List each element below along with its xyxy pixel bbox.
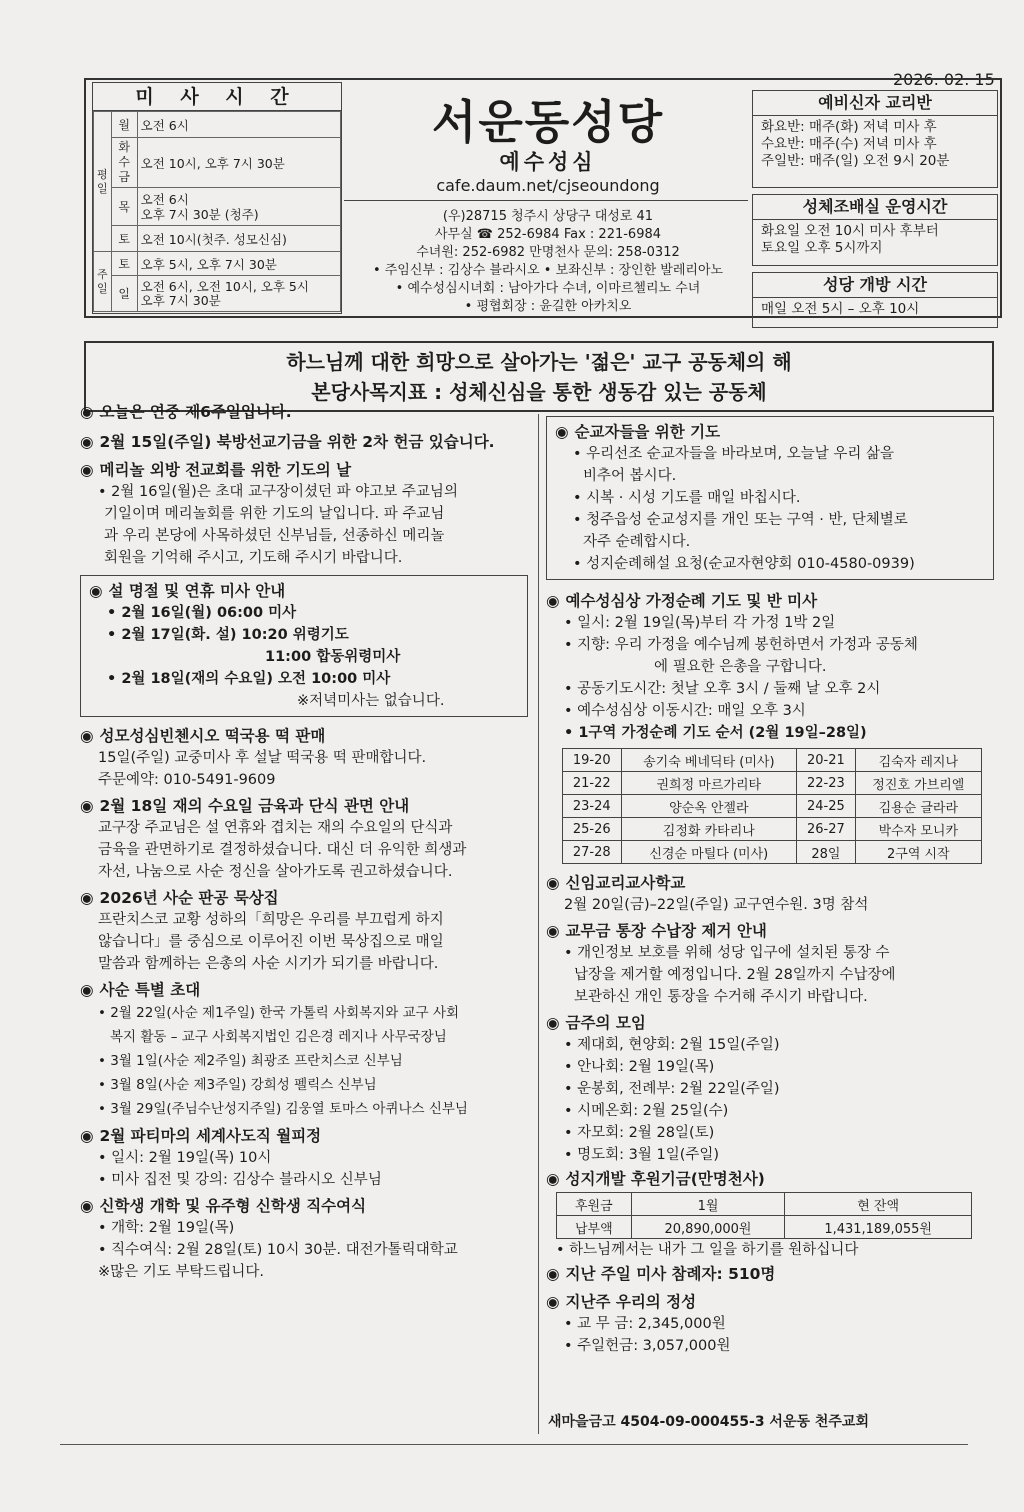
bullet-icon: ◉ <box>546 592 560 610</box>
church-subtitle: 예수성심 <box>499 150 597 174</box>
bullet-icon: ◉ <box>546 1265 560 1283</box>
mass-times-title: 미 사 시 간 <box>93 83 341 111</box>
bullet-icon: ◉ <box>546 1293 560 1311</box>
bullet-icon: ◉ <box>89 582 103 600</box>
bullet-icon: ◉ <box>80 797 94 815</box>
notice-body: 프란치스코 교황 성하의「희망은 우리를 부끄럽게 하지 않습니다」를 중심으로 이루어진 이번 묵상집으로 매일 말씀과 함께하는 은총의 사순 시기가 되기를 바랍니다. <box>98 912 444 972</box>
notice-heading: ◉ 2월 18일 재의 수요일 금육과 단식 관면 안내 <box>80 797 410 815</box>
martyrs-box <box>546 416 994 580</box>
fund-note: • 하느님께서는 내가 그 일을 하기를 원하십니다 <box>556 1242 859 1258</box>
table-row: 후원금 1월 현 잔액 <box>557 1193 972 1216</box>
bullet-icon: ◉ <box>80 433 94 451</box>
bullet-icon: ◉ <box>546 922 560 940</box>
notice-heading: ◉ 2026년 사순 판공 묵상집 <box>80 889 279 907</box>
notice-body: • 개학: 2월 19일(목) • 직수여식: 2월 28일(토) 10시 30분. 대전가톨릭대학교 ※많은 기도 부탁드립니다. <box>98 1220 458 1280</box>
notice-heading: ◉ 신학생 개학 및 유주형 신학생 직수여식 <box>80 1197 367 1215</box>
opening-box <box>752 272 998 328</box>
notice-heading: ◉ 성지개발 후원기금(만명천사) <box>546 1170 765 1188</box>
notice-heading: ◉ 사순 특별 초대 <box>80 981 201 999</box>
mass-day: 목 <box>111 188 137 226</box>
notice-heading: ◉ 금주의 모임 <box>546 1014 646 1032</box>
notice-heading: ◉ 성모성심빈첸시오 떡국용 떡 판매 <box>80 727 326 745</box>
catechumen-line: 주일반: 매주(일) 오전 9시 20분 <box>761 153 950 169</box>
adoration-box <box>752 194 998 266</box>
notice-body: • 일시: 2월 19일(목) 10시 • 미사 집전 및 강의: 김상수 블라시오 신부님 <box>98 1150 382 1188</box>
bullet-icon: ◉ <box>80 403 94 421</box>
fund-table <box>556 1192 972 1239</box>
notice-heading: ◉ 예수성심상 가정순례 기도 및 반 미사 <box>546 592 818 610</box>
mass-day: 토 <box>111 252 137 276</box>
adoration-line: 토요일 오후 5시까지 <box>761 240 883 256</box>
divider <box>344 200 748 201</box>
left-column <box>80 401 532 1283</box>
table-row: 25-26 김정화 카타리나 26-27 박수자 모니카 <box>563 818 982 841</box>
notice-body: • 2월 16일(월) 06:00 미사 • 2월 17일(화. 설) 10:20 위령기도 11:00 합동위령미사 • 2월 18일(재의 수요일) 오전 10:00 미사 ※저녁미사는 없습니다. <box>107 605 445 709</box>
mass-time: 오전 6시 오후 7시 30분 (청주) <box>137 188 340 226</box>
attendance: ◉ 지난 주일 미사 참례자: 510명 <box>546 1265 776 1283</box>
council-president: • 평협회장 : 윤길한 아카치오 <box>464 299 632 314</box>
notice-body: • 2월 16일(월)은 초대 교구장이셨던 파 야고보 주교님의 기일이며 메리놀회를 위한 기도의 날입니다. 파 주교님 과 우리 본당에 사목하셨던 신부님들, 선종하신 메리놀 회원을 기억해 주시고, 기도해 주시기 바랍니다. <box>98 484 458 566</box>
bullet-icon: ◉ <box>546 874 560 892</box>
notice-heading: ◉ 2월 파티마의 세계사도직 월피정 <box>80 1127 322 1145</box>
bullet-icon: ◉ <box>546 1170 560 1188</box>
mass-time: 오전 10시(첫주. 성모신심) <box>137 226 340 252</box>
bullet-icon: ◉ <box>80 1197 94 1215</box>
notice-body: • 교 무 금: 2,345,000원 • 주일헌금: 3,057,000원 <box>564 1316 731 1354</box>
priests: • 주임신부 : 김상수 블라시오 • 보좌신부 : 장인한 발레리아노 <box>372 263 724 278</box>
church-info <box>350 208 746 316</box>
notice-heading: ◉ 순교자들을 위한 기도 <box>555 423 721 441</box>
bullet-icon: ◉ <box>80 981 94 999</box>
mass-time: 오전 6시, 오전 10시, 오후 5시 오후 7시 30분 <box>137 276 340 312</box>
right-column <box>546 416 994 1357</box>
notice-body: • 개인정보 보호를 위해 성당 입구에 설치된 통장 수 납장을 제거할 예정입니다. 2월 28일까지 수납장에 보관하신 개인 통장을 수거해 주시기 바랍니다. <box>564 945 896 1005</box>
table-row: 27-28 신경순 마틸다 (미사) 28일 2구역 시작 <box>563 841 982 864</box>
notice-heading: ◉ 메리놀 외방 전교회를 위한 기도의 날 <box>80 461 352 479</box>
bullet-icon: ◉ <box>555 423 569 441</box>
notice-heading: ◉ 신임교리교사학교 <box>546 874 686 892</box>
notice-body: 2월 20일(금)–22일(주일) 교구연수원. 3명 참석 <box>564 897 869 913</box>
mass-times-box <box>92 82 342 314</box>
mass-times-table <box>93 111 341 312</box>
notice-body: • 제대회, 현양회: 2월 15일(주일) • 안나회: 2월 19일(목) • 운봉회, 전례부: 2월 22일(주일) • 시메온회: 2월 25일(수) • 자모회: 2월 28일(토) • 명도회: 3월 1일(주일) <box>564 1037 780 1163</box>
bullet-icon: ◉ <box>546 1014 560 1032</box>
weekday-label: 평일 <box>94 112 112 252</box>
office-phone: 사무실 ☎ 252-6984 Fax : 221-6984 <box>434 227 662 242</box>
mass-time: 오후 5시, 오후 7시 30분 <box>137 252 340 276</box>
mass-day: 일 <box>111 276 137 312</box>
notice-body: 15일(주일) 교중미사 후 설날 떡국용 떡 판매합니다. 주문예약: 010-5491-9609 <box>98 750 427 788</box>
footer-rule <box>60 1444 968 1445</box>
bullet-icon: ◉ <box>80 727 94 745</box>
notice-heading: ◉ 지난주 우리의 정성 <box>546 1293 697 1311</box>
mass-day: 토 <box>111 226 137 252</box>
convent-phone: 수녀원: 252-6982 만명천사 문의: 258-0312 <box>416 245 680 260</box>
notice-body: • 일시: 2월 19일(목)부터 각 가정 1박 2일 • 지향: 우리 가정을 예수님께 봉헌하면서 가정과 공동체 에 필요한 은총을 구합니다. • 공동기도시간: 첫날 오후 3시 / 둘째 날 오후 2시 • 예수성심상 이동시간: 매일 오후 3시 • 1구역 가정순례 기도 순서 (2월 19일–28일) <box>564 615 918 741</box>
bulletin-date: 2026. 02. 15 <box>893 70 995 89</box>
notice-body: 교구장 주교님은 설 연휴와 겹치는 재의 수요일의 단식과 금육을 관면하기로 결정하셨습니다. 대신 더 유익한 희생과 자선, 나눔으로 사순 정신을 살아가도록 권고하셨습니다. <box>98 820 467 880</box>
cafe-link[interactable]: cafe.daum.net/cjseoundong <box>436 176 660 195</box>
notice-heading: ◉ 교무금 통장 수납장 제거 안내 <box>546 922 767 940</box>
table-row: 납부액 20,890,000원 1,431,189,055원 <box>557 1216 972 1239</box>
table-row: 21-22 권희정 마르가리타 22-23 정진호 가브리엘 <box>563 772 982 795</box>
notice-body: • 우리선조 순교자들을 바라보며, 오늘날 우리 삶을 비추어 봅시다. • 시복 · 시성 기도를 매일 바칩시다. • 청주읍성 순교성지를 개인 또는 구역 · 반, 단체별로 자주 순례합시다. • 성지순례해설 요청(순교자현양회 010-4580-0939) <box>573 446 915 572</box>
mass-day: 월 <box>111 112 137 138</box>
banner-line: 하느님께 대한 희망으로 살아가는 '젊은' 교구 공동체의 해 <box>286 350 792 374</box>
opening-line: 매일 오전 5시 – 오후 10시 <box>761 301 920 317</box>
bullet-icon: ◉ <box>80 461 94 479</box>
catechumen-line: 화요반: 매주(화) 저녁 미사 후 <box>761 119 937 135</box>
address: (우)28715 청주시 상당구 대성로 41 <box>442 209 654 224</box>
mass-time: 오전 6시 <box>137 112 340 138</box>
column-divider <box>538 414 539 1434</box>
catechumen-box <box>752 90 998 188</box>
notice-heading: ◉ 2월 15일(주일) 북방선교기금을 위한 2차 헌금 있습니다. <box>80 433 495 451</box>
notice-heading: ◉ 설 명절 및 연휴 미사 안내 <box>89 582 286 600</box>
holiday-mass-box <box>80 575 528 717</box>
church-name: 서운동성당 <box>431 95 665 149</box>
home-pilgrimage-table <box>562 748 982 864</box>
adoration-line: 화요일 오전 10시 미사 후부터 <box>761 223 939 239</box>
bank-account: 새마을금고 4504-09-000455-3 서운동 천주교회 <box>548 1414 869 1430</box>
banner-line: 본당사목지표 : 성체신심을 통한 생동감 있는 공동체 <box>311 380 767 404</box>
mass-time: 오전 10시, 오후 7시 30분 <box>137 138 340 188</box>
catechumen-line: 수요반: 매주(수) 저녁 미사 후 <box>761 136 937 152</box>
opening-title: 성당 개방 시간 <box>753 273 997 298</box>
bullet-icon: ◉ <box>80 889 94 907</box>
adoration-title: 성체조배실 운영시간 <box>753 195 997 220</box>
notice-heading: ◉ 오늘은 연중 제6주일입니다. <box>80 403 292 421</box>
bullet-icon: ◉ <box>80 1127 94 1145</box>
mass-day: 화수금 <box>111 138 137 188</box>
table-row: 23-24 양순옥 안젤라 24-25 김용순 글라라 <box>563 795 982 818</box>
weekend-label: 주일 <box>94 252 112 312</box>
table-row: 19-20 송기숙 베네딕타 (미사) 20-21 김숙자 레지나 <box>563 749 982 772</box>
sisters: • 예수성심시녀회 : 남아가다 수녀, 이마르첼리노 수녀 <box>395 281 701 296</box>
notice-body: • 2월 22일(사순 제1주일) 한국 가톨릭 사회복지와 교구 사회 복지 활동 – 교구 사회복지법인 김은경 레지나 사무국장님 • 3월 1일(사순 제2주일) 최광조 프란치스코 신부님 • 3월 8일(사순 제3주일) 강희성 펠릭스 신부님 • 3월 29일(주님수난성지주일) 김웅열 토마스 아퀴나스 신부님 <box>98 1005 468 1117</box>
catechumen-title: 예비신자 교리반 <box>753 91 997 116</box>
